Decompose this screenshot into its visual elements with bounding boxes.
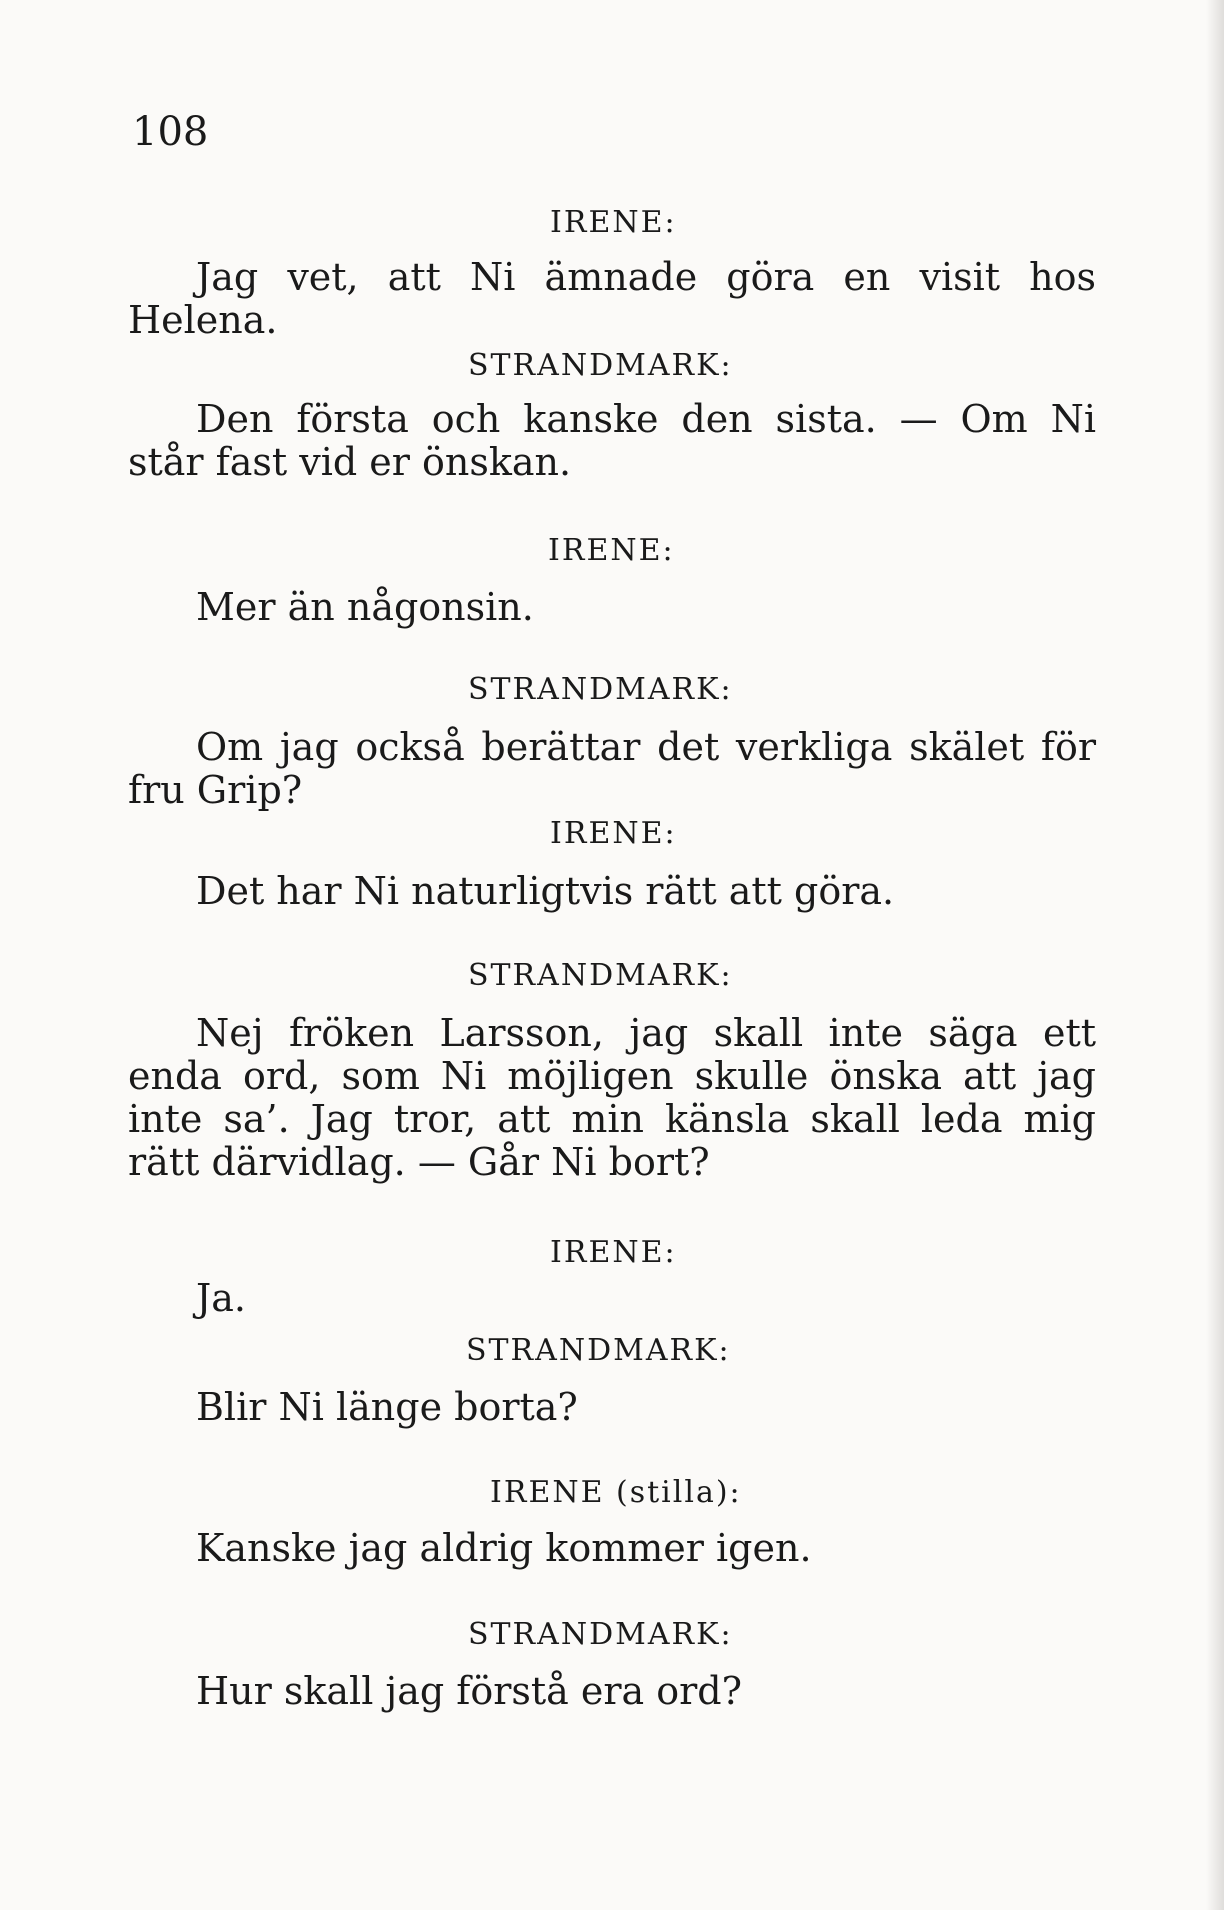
speaker-label: STRANDMARK: [468, 1617, 733, 1652]
speech-text [128, 256, 1096, 342]
speech-text [128, 1012, 1096, 1184]
speech-text [128, 726, 1096, 812]
speaker-label: STRANDMARK: [468, 348, 733, 383]
speaker-label: STRANDMARK: [468, 958, 733, 993]
speech-text: Kanske jag aldrig kommer igen. [196, 1526, 812, 1570]
speech-line: Om jag också berättar det verkliga skälet för fru Grip? [128, 725, 1096, 812]
speaker-label: STRANDMARK: [468, 672, 733, 707]
speech-line: Jag vet, att Ni ämnade göra en visit hos Helena. [128, 255, 1096, 342]
page-edge-shadow [1206, 0, 1224, 1910]
speech-text: Det har Ni naturligtvis rätt att göra. [196, 869, 895, 913]
speaker-label: IRENE: [550, 816, 677, 851]
speaker-label: IRENE: [550, 1235, 677, 1270]
speech-line: Nej fröken Larsson, jag skall inte säga ett enda ord, som Ni möjligen skulle önska att jag inte sa’. Jag tror, att min känsla skall leda mig rätt därvidlag. — Går Ni bort? [128, 1011, 1096, 1184]
speech-line: Den första och kanske den sista. — Om Ni står fast vid er önskan. [128, 397, 1096, 484]
speaker-label: IRENE: [548, 533, 675, 568]
speaker-label: STRANDMARK: [466, 1333, 731, 1368]
page-number: 108 [132, 109, 209, 155]
speech-text: Blir Ni länge borta? [196, 1385, 578, 1429]
speech-text: Hur skall jag förstå era ord? [196, 1669, 743, 1713]
speech-text: Ja. [196, 1276, 246, 1320]
speech-text: Mer än någonsin. [196, 585, 534, 629]
speaker-label: IRENE (stilla): [490, 1475, 742, 1510]
speech-text [128, 398, 1096, 484]
speaker-label: IRENE: [550, 205, 677, 240]
